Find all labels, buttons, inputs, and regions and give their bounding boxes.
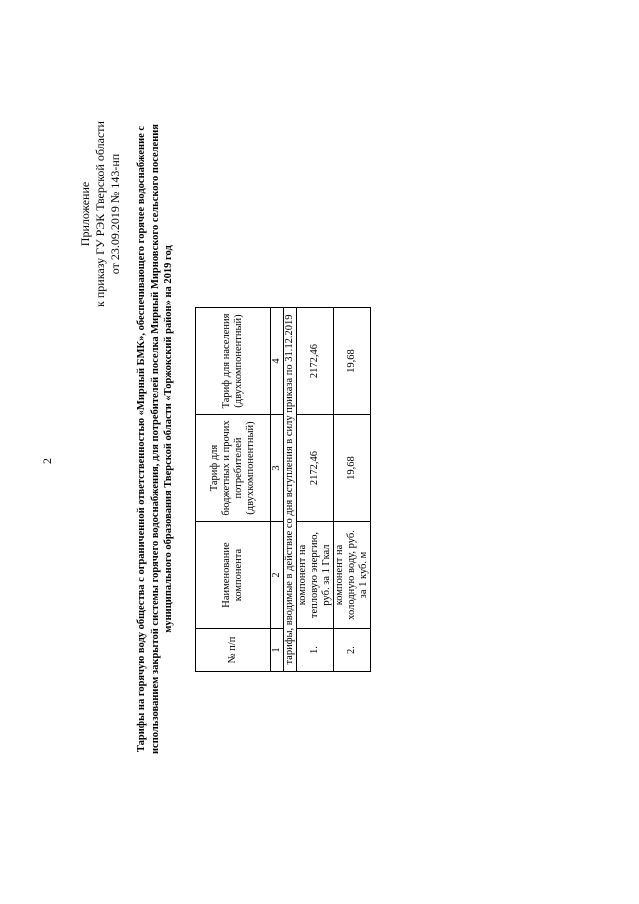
section-row xyxy=(284,308,297,672)
section-label: тарифы, вводимые в действие со дня вступления в силу приказа по 31.12.2019 xyxy=(284,308,297,672)
appendix-line-2: к приказу ГУ РЭК Тверской области xyxy=(93,121,107,307)
row-population-value: 2172,46 xyxy=(297,308,334,415)
column-number: 3 xyxy=(271,415,284,522)
appendix-line-1: Приложение xyxy=(78,181,92,247)
row-budget-value: 19,68 xyxy=(334,415,371,522)
header-component: Наименование компонента xyxy=(196,522,271,629)
column-number: 4 xyxy=(271,308,284,415)
row-component: компонент на тепловую энергию, руб. за 1 Гкал xyxy=(297,522,334,629)
row-component: компонент на холодную воду, руб. за 1 куб. м xyxy=(334,522,371,629)
title-line-3: муниципального образования Тверской области «Торжокский район» на 2019 год xyxy=(163,245,174,633)
row-population-value: 19,68 xyxy=(334,308,371,415)
header-budget-tariff: Тариф для бюджетных и прочих потребителей (двухкомпонентный) xyxy=(196,415,271,522)
header-number: № п/п xyxy=(196,629,271,672)
column-number: 2 xyxy=(271,522,284,629)
column-number-row xyxy=(271,308,284,672)
column-number: 1 xyxy=(271,629,284,672)
page-number: 2 xyxy=(40,458,54,464)
tariff-table xyxy=(195,307,371,672)
table-row xyxy=(334,308,371,672)
appendix-line-3: от 23.09.2019 № 143-нп xyxy=(108,153,122,275)
row-number: 2. xyxy=(334,629,371,672)
table-row xyxy=(297,308,334,672)
title-line-2: использованием закрытой системы горячего водоснабжения, для потребителей поселка Мирный Мирновского сельского поселения xyxy=(149,124,161,754)
title-line-1: Тарифы на горячую воду общества с ограниченной ответственностью «Мирный БМК», обеспечивающего горячее водоснабжение с xyxy=(136,125,147,753)
document-title xyxy=(135,64,176,814)
row-budget-value: 2172,46 xyxy=(297,415,334,522)
row-number: 1. xyxy=(297,629,334,672)
header-population-tariff: Тариф для населения (двухкомпонентный) xyxy=(196,308,271,415)
table-header-row xyxy=(196,308,271,672)
appendix-block xyxy=(78,84,123,344)
